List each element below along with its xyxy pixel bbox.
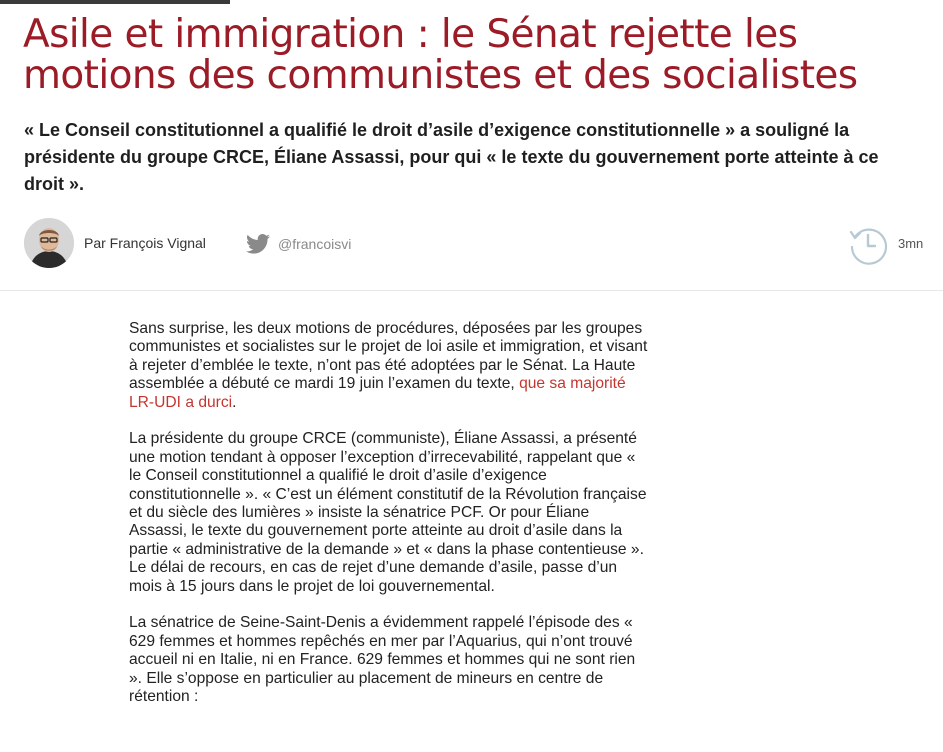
author-name[interactable]: Par François Vignal bbox=[84, 235, 206, 251]
paragraph-1-end: . bbox=[232, 393, 237, 411]
header-divider bbox=[0, 290, 943, 291]
byline bbox=[24, 218, 924, 270]
author-photo bbox=[24, 218, 74, 268]
paragraph-3: La sénatrice de Seine-Saint-Denis a évidemment rappelé l’épisode des « 629 femmes et hommes repêchés en mer par l’Aquarius, qui n’ont trouvé accueil ni en Italie, ni en France. 629 femmes et hommes qui ne sont rien ». Elle s’oppose en particulier au placement de mineurs en centre de rétention : bbox=[129, 614, 636, 706]
author-avatar[interactable] bbox=[24, 218, 74, 268]
paragraph-1-text: Sans surprise, les deux motions de procédures, déposées par les groupes communistes et socialistes sur le projet de loi asile et immigration, et visant à rejeter d’emblée le texte, n’ont pas été adoptées par le Sénat. La Haute assemblée a débuté ce mardi 19 juin l’examen du texte, bbox=[129, 320, 648, 393]
article-lead: « Le Conseil constitutionnel a qualifié le droit d’asile d’exigence constitutionnelle » a souligné la présidente du groupe CRCE, Éliane Assassi, pour qui « le texte du gouvernement porte atteinte à ce droit ». bbox=[24, 120, 879, 194]
twitter-icon bbox=[246, 233, 270, 255]
twitter-handle[interactable]: @francoisvi bbox=[278, 236, 352, 252]
top-accent-bar bbox=[0, 0, 230, 4]
read-time: 3mn bbox=[898, 236, 924, 251]
article-inline-link[interactable]: que sa majorité LR-UDI a durci bbox=[129, 375, 626, 411]
paragraph-1 bbox=[129, 320, 649, 412]
paragraph-2: La présidente du groupe CRCE (communiste), Éliane Assassi, a présenté une motion tendant à opposer l’exception d’irrecevabilité, rappelant que « le Conseil constitutionnel a qualifié le droit d’asile d’exigence constitutionnelle ». « C’est un élément constitutif de la Révolution française et du siècle des lumières » insiste la sénatrice PCF. Or pour Éliane Assassi, le texte du gouvernement porte atteinte au droit d’asile dans la partie « administrative de la demande » et « dans la phase contentieuse ». Le délai de recours, en cas de rejet d’une demande d’asile, passe d’un mois à 15 jours dans le projet de loi gouvernemental. bbox=[129, 430, 647, 595]
clock-icon bbox=[847, 223, 889, 265]
article-body bbox=[129, 320, 649, 725]
article-title: Asile et immigration : le Sénat rejette les motions des communistes et des socialistes bbox=[23, 12, 858, 98]
